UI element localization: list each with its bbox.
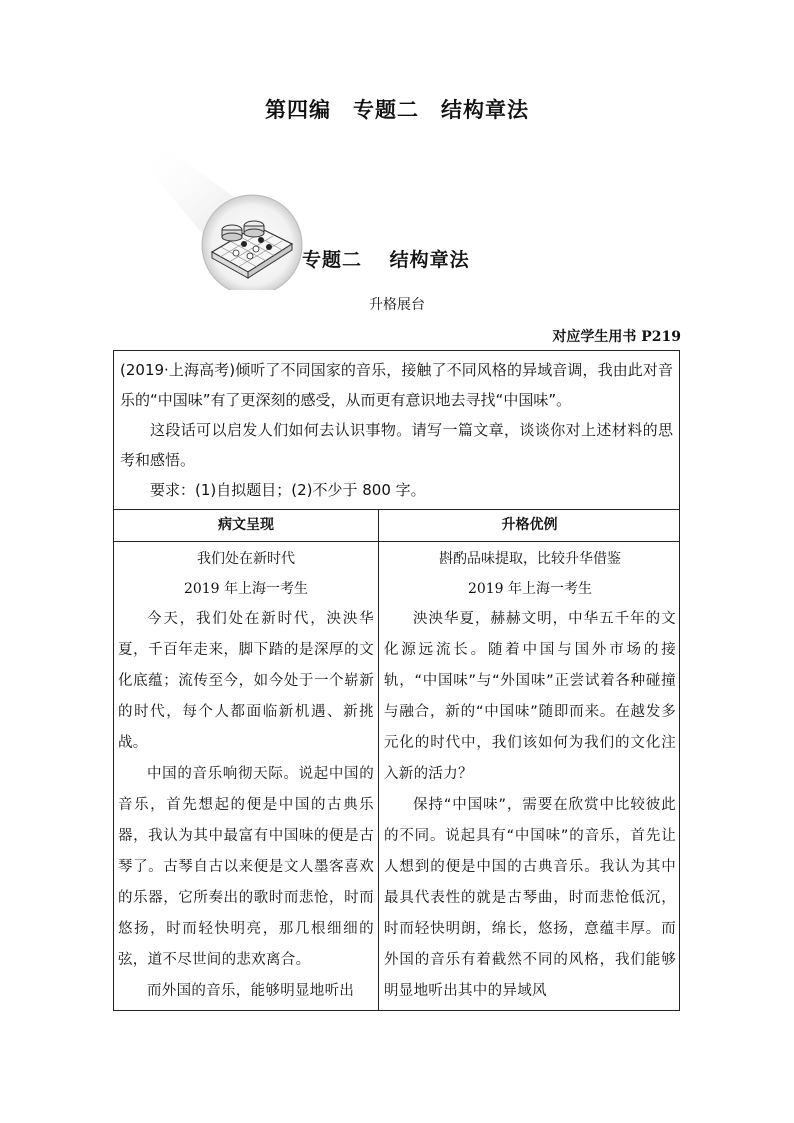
prompt-requirements: 要求：(1)自拟题目；(2)不少于 800 字。 [150, 481, 426, 499]
original-essay-paragraph: 而外国的音乐，能够明显地听出 [147, 983, 355, 999]
column-divider [378, 509, 379, 1010]
original-essay-paragraph: 今天，我们处在新时代，泱泱华夏，千百年走来，脚下踏的是深厚的文化底蕴；流传至今，如今处于一个崭新的时代，每个人都面临新机遇、新挑战。 [118, 611, 374, 751]
improved-essay-author: 2019 年上海一考生 [467, 581, 593, 597]
banner-title: 专题二 结构章法 [302, 249, 470, 271]
prompt-task: 这段话可以启发人们如何去认识事物。请写一篇文章，谈谈你对上述材料的思考和感悟。 [120, 421, 673, 469]
original-essay-title: 我们处在新时代 [197, 551, 295, 567]
header-improved-essay: 升格优例 [501, 517, 558, 533]
original-essay-cell [118, 542, 374, 1007]
improved-essay-paragraph: 保持“中国味”，需要在欣赏中比较彼此的不同。说起具有“中国味”的音乐，首先让人想到的便是中国的古典音乐。我认为其中最具代表性的就是古琴曲，时而悲怆低沉，时而轻快明朗，绵长，悠扬，意蕴丰厚。而外国的音乐有着截然不同的风格，我们能够明显地听出其中的异域风 [384, 797, 676, 999]
original-essay-author: 2019 年上海一考生 [183, 581, 309, 597]
essay-prompt-box [113, 350, 680, 510]
page-reference: 对应学生用书 P219 [552, 329, 681, 345]
section-subheading: 升格展台 [369, 297, 425, 313]
improved-essay-title: 斟酌品味提取，比较升华借鉴 [439, 551, 621, 567]
improved-essay-paragraph: 泱泱华夏，赫赫文明，中华五千年的文化源远流长。随着中国与国外市场的接轨，“中国味”与“外国味”正尝试着各种碰撞与融合，新的“中国味”随即而来。在越发多元化的时代中，我们该如何为我们的文化注入新的活力？ [384, 611, 676, 782]
page-title: 第四编 专题二 结构章法 [265, 98, 529, 122]
original-essay-paragraph: 中国的音乐响彻天际。说起中国的音乐，首先想起的便是中国的古典乐器，我认为其中最富有中国味的便是古琴了。古琴自古以来便是文人墨客喜欢的乐器，它所奏出的歌时而悲怆，时而悠扬，时而轻快明亮，那几根细细的弦，道不尽世间的悲欢离合。 [118, 766, 374, 968]
header-original-essay: 病文呈现 [218, 517, 274, 533]
comparison-table [113, 509, 680, 1011]
improved-essay-cell [384, 542, 676, 1007]
prompt-material: (2019·上海高考)倾听了不同国家的音乐，接触了不同风格的异域音调，我由此对音乐的“中国味”有了更深刻的感受，从而更有意识地去寻找“中国味”。 [120, 361, 673, 409]
